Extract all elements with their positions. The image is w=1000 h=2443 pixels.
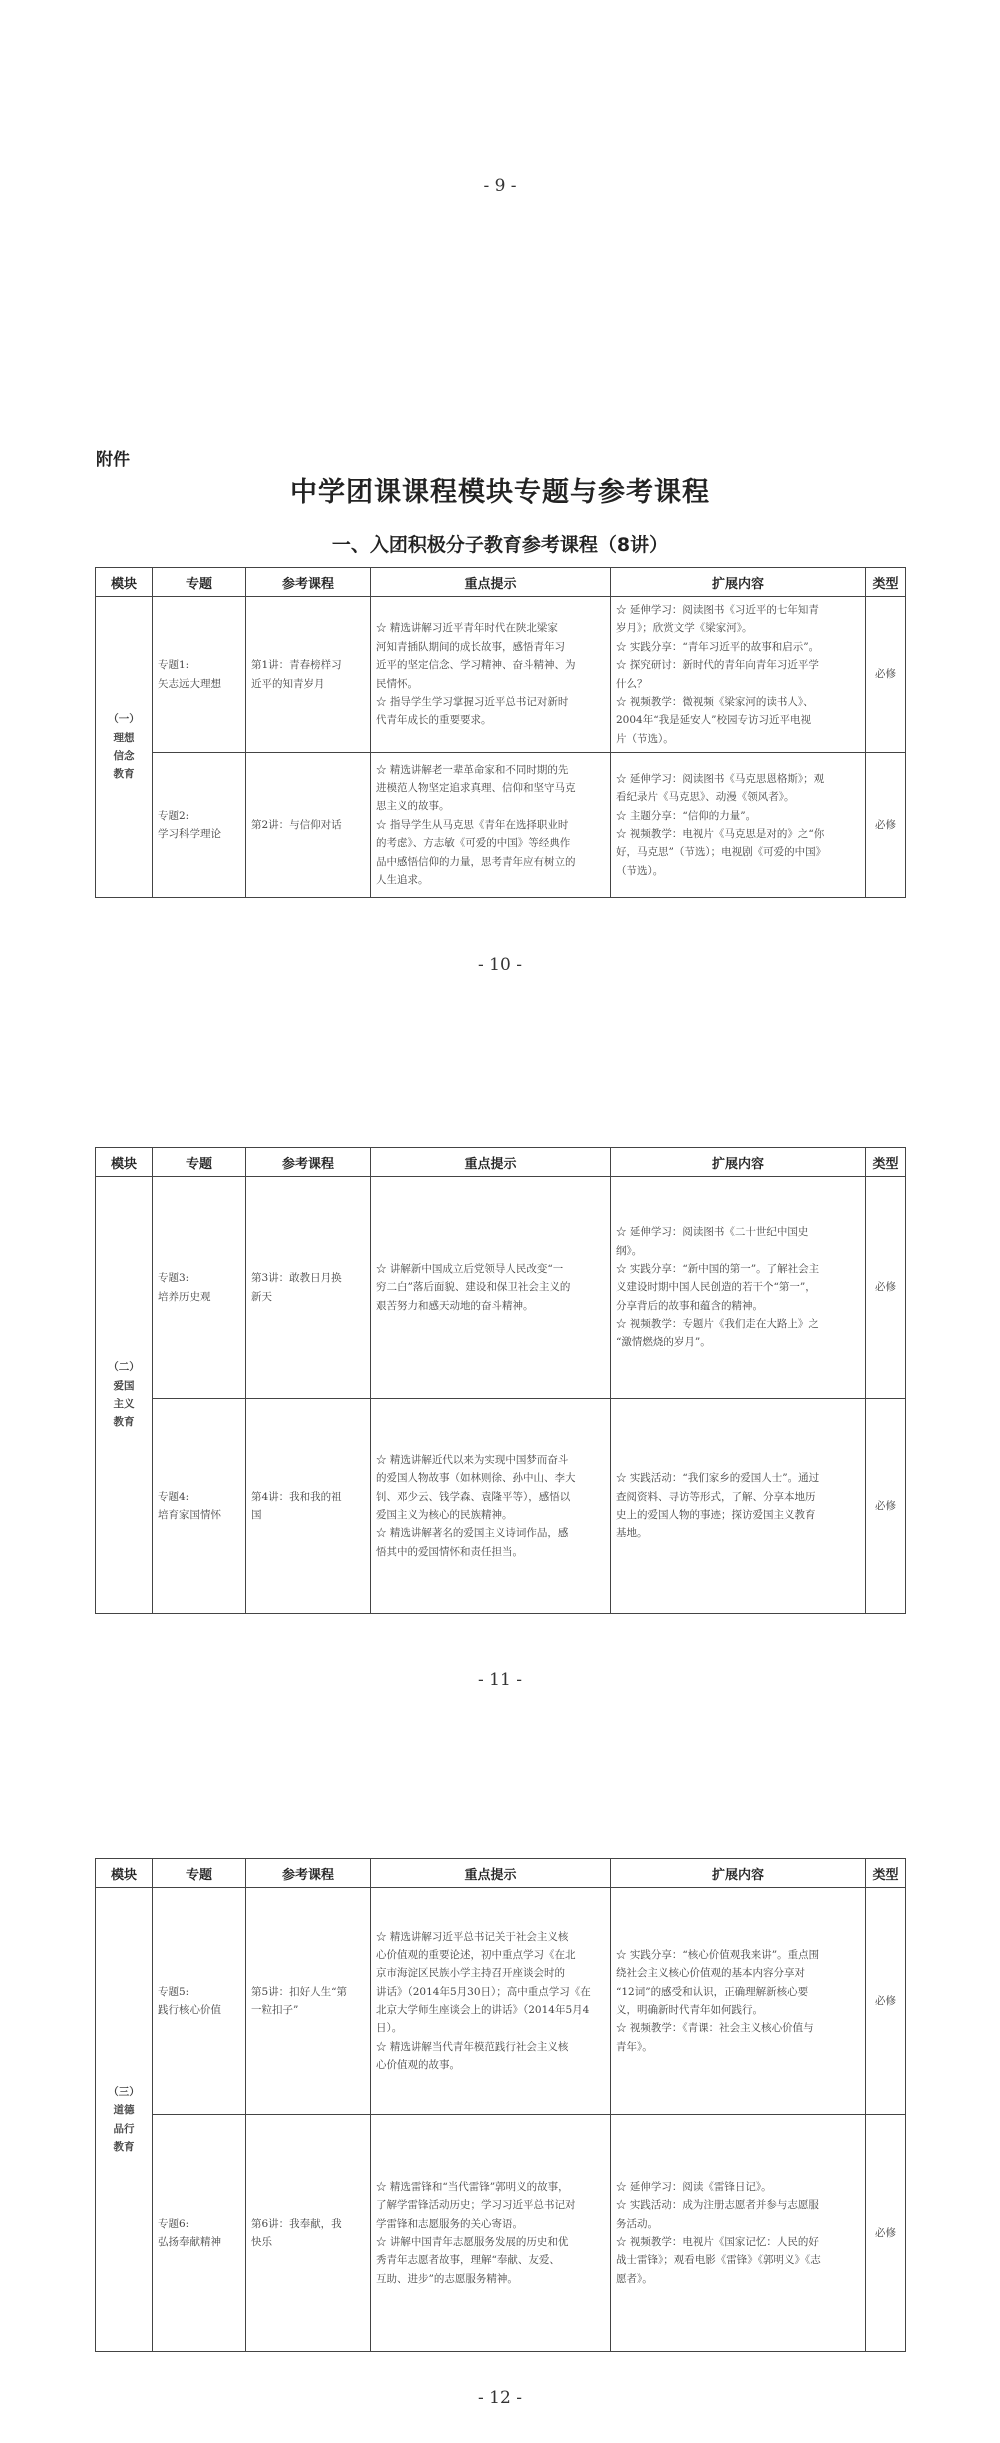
hint-line: ☆ 讲解中国青年志愿服务发展的历史和优 <box>376 2236 569 2248</box>
extension-line: ☆ 延伸学习：阅读图书《习近平的七年知青 <box>616 604 819 616</box>
header-hints: 重点提示 <box>371 568 611 597</box>
hint-line: 河知青插队期间的成长故事，感悟青年习 <box>376 640 565 653</box>
extension-line: 看纪录片《马克思》、动漫《领风者》。 <box>616 791 795 804</box>
topic-cell <box>153 1177 246 1399</box>
module-label: （一） <box>108 713 140 726</box>
extension-line: ☆ 探究研讨：新时代的青年向青年习近平学 <box>616 659 819 672</box>
type-cell: 必修 <box>866 753 906 898</box>
hint-line: 悟其中的爱国情怀和责任担当。 <box>376 1545 523 1558</box>
hint-line: ☆ 精选讲解习近平青年时代在陕北梁家 <box>376 622 558 635</box>
table-row <box>96 1399 906 1614</box>
header-module: 模块 <box>96 1148 153 1177</box>
module-label: 理想 <box>113 731 135 744</box>
module-label: 品行 <box>113 2122 135 2135</box>
extension-line: 岁月》；欣赏文学《梁家河》。 <box>616 622 753 635</box>
hints-cell <box>371 753 611 898</box>
header-type: 类型 <box>866 1148 906 1177</box>
page-number: - 12 - <box>478 2388 522 2408</box>
hint-line: 近平的坚定信念、学习精神、奋斗精神、为 <box>376 659 576 672</box>
extension-line: “激情燃烧的岁月”。 <box>616 1336 711 1349</box>
document-title: 中学团课课程模块专题与参考课程 <box>290 477 710 508</box>
header-type: 类型 <box>866 1859 906 1888</box>
extension-line: 青年》。 <box>616 2040 653 2053</box>
extension-line: 愿者》。 <box>616 2272 653 2285</box>
lecture-line: 第6讲：我奉献，我 <box>251 2217 342 2230</box>
course-table-2 <box>95 1147 906 1614</box>
lecture-line: 第4讲：我和我的祖 <box>251 1490 342 1503</box>
module-cell <box>96 597 153 898</box>
lecture-cell <box>246 1888 371 2115</box>
extension-cell <box>611 597 866 753</box>
topic-cell <box>153 597 246 753</box>
table-header <box>96 568 906 597</box>
header-hints: 重点提示 <box>371 1148 611 1177</box>
hints-cell <box>371 1177 611 1399</box>
hint-line: 了解学雷锋活动历史；学习习近平总书记对 <box>376 2199 576 2212</box>
hint-line: ☆ 精选讲解老一辈革命家和不同时期的先 <box>376 763 569 776</box>
extension-line: 什么？ <box>616 677 648 690</box>
module-label: 爱国 <box>113 1379 135 1392</box>
topic-line: 学习科学理论 <box>158 828 221 840</box>
course-table-1 <box>95 567 906 898</box>
lecture-cell <box>246 1399 371 1614</box>
hint-line: 思主义的故事。 <box>376 800 450 813</box>
table-row <box>96 1888 906 2115</box>
header-lecture: 参考课程 <box>246 1859 371 1888</box>
extension-line: ☆ 实践活动：“我们家乡的爱国人士”。通过 <box>616 1472 820 1485</box>
module-cell <box>96 1177 153 1614</box>
extension-line: 务活动。 <box>616 2217 658 2230</box>
lecture-line: 第3讲：敢教日月换 <box>251 1272 342 1285</box>
header-hints: 重点提示 <box>371 1859 611 1888</box>
module-cell <box>96 1888 153 2352</box>
hint-line: 品中感悟信仰的力量，思考青年应有树立的 <box>376 855 576 868</box>
extension-line: ☆ 延伸学习：阅读图书《二十世纪中国史 <box>616 1226 809 1239</box>
module-label: 教育 <box>113 2140 135 2153</box>
hint-line: 的考虑》、方志敏《可爱的中国》等经典作 <box>376 837 571 850</box>
topic-line: 弘扬奉献精神 <box>158 2236 221 2248</box>
module-label: 教育 <box>113 1416 135 1429</box>
extension-line: ☆ 视频教学：专题片《我们走在大路上》之 <box>616 1318 819 1331</box>
extension-line: ☆ 实践活动：成为注册志愿者并参与志愿服 <box>616 2199 819 2212</box>
hints-cell <box>371 597 611 753</box>
hint-line: ☆ 精选讲解近代以来为实现中国梦而奋斗 <box>376 1453 569 1466</box>
header-extension: 扩展内容 <box>611 568 866 597</box>
extension-line: ☆ 视频教学：电视片《马克思是对的》之“你 <box>616 828 825 840</box>
hint-line: ☆ 讲解新中国成立后党领导人民改变“一 <box>376 1262 564 1275</box>
extension-line: ☆ 延伸学习：阅读图书《马克思恩格斯》；观 <box>616 772 825 785</box>
hint-line: ☆ 精选讲解习近平总书记关于社会主义核 <box>376 1930 569 1943</box>
hint-line: 北京大学师生座谈会上的讲话》（2014年5月4 <box>376 2004 590 2016</box>
extension-line: ☆ 实践分享：“核心价值观我来讲”。重点围 <box>616 1948 820 1961</box>
module-label: （二） <box>108 1361 140 1374</box>
hint-line: 民情怀。 <box>376 677 418 690</box>
extension-line: 好，马克思”（节选）；电视剧《可爱的中国》 <box>616 846 827 859</box>
header-topic: 专题 <box>153 1148 246 1177</box>
extension-line: （节选）。 <box>616 864 664 877</box>
hint-line: ☆ 指导学生学习掌握习近平总书记对新时 <box>376 695 569 708</box>
hint-line: 进模范人物坚定追求真理、信仰和坚守马克 <box>376 782 576 795</box>
annex-label: 附件 <box>96 450 130 470</box>
page-number: - 10 - <box>478 955 522 975</box>
topic-line: 矢志远大理想 <box>158 677 221 690</box>
hints-cell <box>371 1399 611 1614</box>
extension-line: ☆ 视频教学：《青课：社会主义核心价值与 <box>616 2022 814 2035</box>
hint-line: 爱国主义为核心的民族精神。 <box>376 1509 513 1521</box>
extension-line: ☆ 视频教学：电视片《国家记忆：人民的好 <box>616 2236 819 2248</box>
extension-cell <box>611 1888 866 2115</box>
topic-cell <box>153 2115 246 2352</box>
extension-line: “12词”的感受和认识，正确理解新核心要 <box>616 1985 809 1998</box>
extension-line: 2004年“我是延安人”校园专访习近平电视 <box>616 714 811 727</box>
type-cell: 必修 <box>866 1399 906 1614</box>
header-extension: 扩展内容 <box>611 1859 866 1888</box>
hint-line: 心价值观的重要论述，初中重点学习《在北 <box>376 1948 576 1961</box>
lecture-line: 新天 <box>251 1290 272 1303</box>
lecture-cell <box>246 597 371 753</box>
table-row <box>96 597 906 753</box>
type-cell: 必修 <box>866 1888 906 2115</box>
lecture-line: 第2讲：与信仰对话 <box>251 818 342 831</box>
extension-line: 分享背后的故事和蕴含的精神。 <box>616 1299 763 1312</box>
topic-cell <box>153 1399 246 1614</box>
hint-line: 的爱国人物故事（如林则徐、孙中山、李大 <box>376 1472 576 1485</box>
hint-line: ☆ 指导学生从马克思《青年在选择职业时 <box>376 818 569 831</box>
extension-cell <box>611 1177 866 1399</box>
header-topic: 专题 <box>153 568 246 597</box>
type-cell: 必修 <box>866 597 906 753</box>
lecture-cell <box>246 2115 371 2352</box>
type-cell: 必修 <box>866 1177 906 1399</box>
page-number: - 9 - <box>483 176 517 196</box>
table-row <box>96 1177 906 1399</box>
header-module: 模块 <box>96 568 153 597</box>
topic-line: 培育家国情怀 <box>158 1509 221 1521</box>
topic-line: 专题2: <box>158 809 190 822</box>
header-topic: 专题 <box>153 1859 246 1888</box>
header-type: 类型 <box>866 568 906 597</box>
lecture-line: 第1讲：青春榜样习 <box>251 659 342 672</box>
extension-cell <box>611 1399 866 1614</box>
topic-cell <box>153 1888 246 2115</box>
extension-line: 基地。 <box>616 1527 648 1540</box>
lecture-line: 近平的知青岁月 <box>251 677 325 690</box>
extension-line: ☆ 延伸学习：阅读《雷锋日记》。 <box>616 2180 772 2193</box>
extension-cell <box>611 753 866 898</box>
hint-line: 讲话》（2014年5月30日）；高中重点学习《在 <box>376 1985 591 1998</box>
header-extension: 扩展内容 <box>611 1148 866 1177</box>
lecture-line: 第5讲：扣好人生“第 <box>251 1985 348 1998</box>
type-cell: 必修 <box>866 2115 906 2352</box>
table-row <box>96 753 906 898</box>
topic-line: 专题1: <box>158 659 190 672</box>
lecture-line: 国 <box>251 1509 262 1521</box>
hint-line: 人生追求。 <box>376 873 429 886</box>
hint-line: 代青年成长的重要要求。 <box>376 714 492 727</box>
section-title: 一、入团积极分子教育参考课程（8讲） <box>331 534 669 556</box>
page-number: - 11 - <box>478 1670 522 1690</box>
hint-line: 穷二白”落后面貌、建设和保卫社会主义的 <box>376 1281 571 1294</box>
extension-line: 片（节选）。 <box>616 732 674 745</box>
extension-line: ☆ 主题分享：“信仰的力量”。 <box>616 809 757 822</box>
hint-line: 秀青年志愿者故事，理解“奉献、友爱、 <box>376 2254 560 2267</box>
extension-line: 战士雷锋》；观看电影《雷锋》《郭明义》《志 <box>616 2254 821 2267</box>
module-label: （三） <box>108 2085 140 2098</box>
extension-line: 纲》。 <box>616 1244 643 1257</box>
topic-line: 专题4: <box>158 1490 190 1503</box>
hint-line: 心价值观的故事。 <box>376 2059 460 2072</box>
hint-line: 学雷锋和志愿服务的关心寄语。 <box>376 2217 523 2230</box>
table-header <box>96 1859 906 1888</box>
hints-cell <box>371 1888 611 2115</box>
hints-cell <box>371 2115 611 2352</box>
hint-line: 日）。 <box>376 2022 403 2035</box>
extension-line: ☆ 实践分享：“青年习近平的故事和启示”。 <box>616 640 820 653</box>
module-label: 信念 <box>113 750 135 762</box>
hint-line: 互助、进步”的志愿服务精神。 <box>376 2272 518 2285</box>
table-row <box>96 2115 906 2352</box>
lecture-line: 快乐 <box>251 2236 272 2248</box>
topic-line: 专题5: <box>158 1985 190 1998</box>
header-module: 模块 <box>96 1859 153 1888</box>
course-table-3 <box>95 1858 906 2352</box>
extension-cell <box>611 2115 866 2352</box>
hint-line: 京市海淀区民族小学主持召开座谈会时的 <box>376 1967 565 1980</box>
hint-line: 钊、邓少云、钱学森、袁隆平等），感悟以 <box>376 1490 571 1503</box>
topic-line: 专题6: <box>158 2217 190 2230</box>
topic-line: 践行核心价值 <box>158 2004 221 2016</box>
extension-line: 义，明确新时代青年如何践行。 <box>616 2004 763 2016</box>
extension-line: 史上的爱国人物的事迹；探访爱国主义教育 <box>616 1509 816 1521</box>
lecture-cell <box>246 753 371 898</box>
module-label: 教育 <box>113 768 135 781</box>
topic-cell <box>153 753 246 898</box>
extension-line: 绕社会主义核心价值观的基本内容分享对 <box>616 1967 805 1980</box>
hint-line: ☆ 精选雷锋和“当代雷锋”郭明义的故事， <box>376 2180 569 2193</box>
module-label: 主义 <box>113 1398 135 1410</box>
hint-line: ☆ 精选讲解著名的爱国主义诗词作品，感 <box>376 1527 569 1540</box>
header-lecture: 参考课程 <box>246 1148 371 1177</box>
lecture-line: 一粒扣子” <box>251 2004 299 2016</box>
module-label: 道德 <box>113 2104 135 2117</box>
extension-line: 查阅资料、寻访等形式，了解、分享本地历 <box>616 1490 816 1503</box>
lecture-cell <box>246 1177 371 1399</box>
topic-line: 专题3: <box>158 1272 190 1285</box>
hint-line: ☆ 精选讲解当代青年模范践行社会主义核 <box>376 2040 569 2053</box>
table-header <box>96 1148 906 1177</box>
header-lecture: 参考课程 <box>246 568 371 597</box>
hint-line: 艰苦努力和感天动地的奋斗精神。 <box>376 1299 534 1312</box>
extension-line: ☆ 实践分享：“新中国的第一”。了解社会主 <box>616 1262 820 1275</box>
extension-line: 义建设时期中国人民创造的若干个“第一”， <box>616 1281 816 1294</box>
extension-line: ☆ 视频教学：微视频《梁家河的读书人》、 <box>616 695 814 708</box>
topic-line: 培养历史观 <box>158 1290 211 1303</box>
